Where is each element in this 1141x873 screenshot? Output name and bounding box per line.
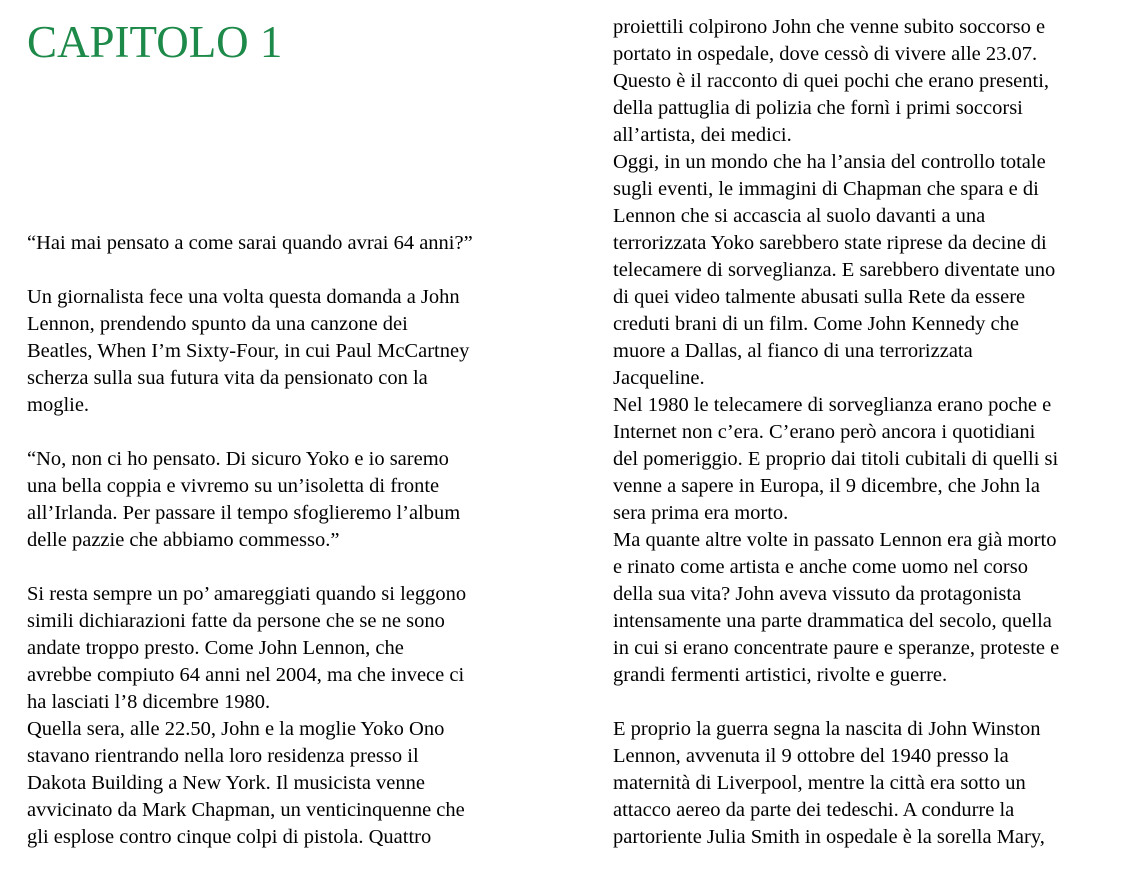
text-line: scherza sulla sua futura vita da pensionato con la bbox=[27, 367, 428, 389]
text-line: telecamere di sorveglianza. E sarebbero diventate uno bbox=[613, 259, 1056, 281]
text-line: E proprio la guerra segna la nascita di John Winston bbox=[613, 718, 1041, 740]
text-line: di quei video talmente abusati sulla Rete da essere bbox=[613, 286, 1026, 308]
paragraph-spacer bbox=[27, 257, 547, 284]
text-line: andate troppo presto. Come John Lennon, che bbox=[27, 637, 404, 659]
text-line: Nel 1980 le telecamere di sorveglianza erano poche e bbox=[613, 394, 1052, 416]
text-line: “No, non ci ho pensato. Di sicuro Yoko e io saremo bbox=[27, 448, 449, 470]
text-line: Questo è il racconto di quei pochi che erano presenti, bbox=[613, 70, 1050, 92]
text-line: all’artista, dei medici. bbox=[613, 124, 792, 146]
text-line: Jacqueline. bbox=[613, 367, 705, 389]
text-line: sera prima era morto. bbox=[613, 502, 789, 524]
text-line: portato in ospedale, dove cessò di vivere alle 23.07. bbox=[613, 43, 1038, 65]
text-line: ha lasciati l’8 dicembre 1980. bbox=[27, 691, 271, 713]
right-text-column bbox=[613, 14, 1133, 851]
text-line: maternità di Liverpool, mentre la città era sotto un bbox=[613, 772, 1026, 794]
text-line: della sua vita? John aveva vissuto da protagonista bbox=[613, 583, 1022, 605]
paragraph-spacer bbox=[27, 554, 547, 581]
text-line: Lennon che si accascia al suolo davanti a una bbox=[613, 205, 986, 227]
text-line: partoriente Julia Smith in ospedale è la sorella Mary, bbox=[613, 826, 1045, 848]
left-text-column bbox=[27, 230, 547, 851]
text-line: stavano rientrando nella loro residenza presso il bbox=[27, 745, 419, 767]
text-line: “Hai mai pensato a come sarai quando avrai 64 anni?” bbox=[27, 232, 473, 254]
text-line: Oggi, in un mondo che ha l’ansia del controllo totale bbox=[613, 151, 1046, 173]
paragraph-spacer bbox=[613, 689, 1133, 716]
text-line: e rinato come artista e anche come uomo nel corso bbox=[613, 556, 1028, 578]
text-line: attacco aereo da parte dei tedeschi. A condurre la bbox=[613, 799, 1015, 821]
text-line: Ma quante altre volte in passato Lennon era già morto bbox=[613, 529, 1057, 551]
text-line: intensamente una parte drammatica del secolo, quella bbox=[613, 610, 1052, 632]
text-line: una bella coppia e vivremo su un’isoletta di fronte bbox=[27, 475, 440, 497]
chapter-title: CAPITOLO 1 bbox=[27, 17, 283, 67]
text-line: Quella sera, alle 22.50, John e la moglie Yoko Ono bbox=[27, 718, 445, 740]
text-line: sugli eventi, le immagini di Chapman che spara e di bbox=[613, 178, 1039, 200]
text-line: venne a sapere in Europa, il 9 dicembre, che John la bbox=[613, 475, 1040, 497]
text-line: moglie. bbox=[27, 394, 90, 416]
text-line: Lennon, prendendo spunto da una canzone dei bbox=[27, 313, 408, 335]
text-line: Dakota Building a New York. Il musicista venne bbox=[27, 772, 425, 794]
text-line: proiettili colpirono John che venne subito soccorso e bbox=[613, 16, 1046, 38]
text-line: delle pazzie che abbiamo commesso.” bbox=[27, 529, 340, 551]
text-line: all’Irlanda. Per passare il tempo sfoglieremo l’album bbox=[27, 502, 461, 524]
text-line: Lennon, avvenuta il 9 ottobre del 1940 presso la bbox=[613, 745, 1009, 767]
paragraph-spacer bbox=[27, 419, 547, 446]
text-line: gli esplose contro cinque colpi di pistola. Quattro bbox=[27, 826, 432, 848]
text-line: in cui si erano concentrate paure e speranze, proteste e bbox=[613, 637, 1060, 659]
text-line: simili dichiarazioni fatte da persone che se ne sono bbox=[27, 610, 445, 632]
text-line: della pattuglia di polizia che fornì i primi soccorsi bbox=[613, 97, 1023, 119]
text-line: Un giornalista fece una volta questa domanda a John bbox=[27, 286, 460, 308]
text-line: Si resta sempre un po’ amareggiati quando si leggono bbox=[27, 583, 467, 605]
text-line: grandi fermenti artistici, rivolte e guerre. bbox=[613, 664, 948, 686]
text-line: terrorizzata Yoko sarebbero state riprese da decine di bbox=[613, 232, 1047, 254]
text-line: muore a Dallas, al fianco di una terrorizzata bbox=[613, 340, 973, 362]
text-line: avvicinato da Mark Chapman, un venticinquenne che bbox=[27, 799, 465, 821]
text-line: Beatles, When I’m Sixty-Four, in cui Paul McCartney bbox=[27, 340, 470, 362]
text-line: Internet non c’era. C’erano però ancora i quotidiani bbox=[613, 421, 1036, 443]
text-line: creduti brani di un film. Come John Kennedy che bbox=[613, 313, 1019, 335]
text-line: avrebbe compiuto 64 anni nel 2004, ma che invece ci bbox=[27, 664, 465, 686]
text-line: del pomeriggio. E proprio dai titoli cubitali di quelli si bbox=[613, 448, 1059, 470]
